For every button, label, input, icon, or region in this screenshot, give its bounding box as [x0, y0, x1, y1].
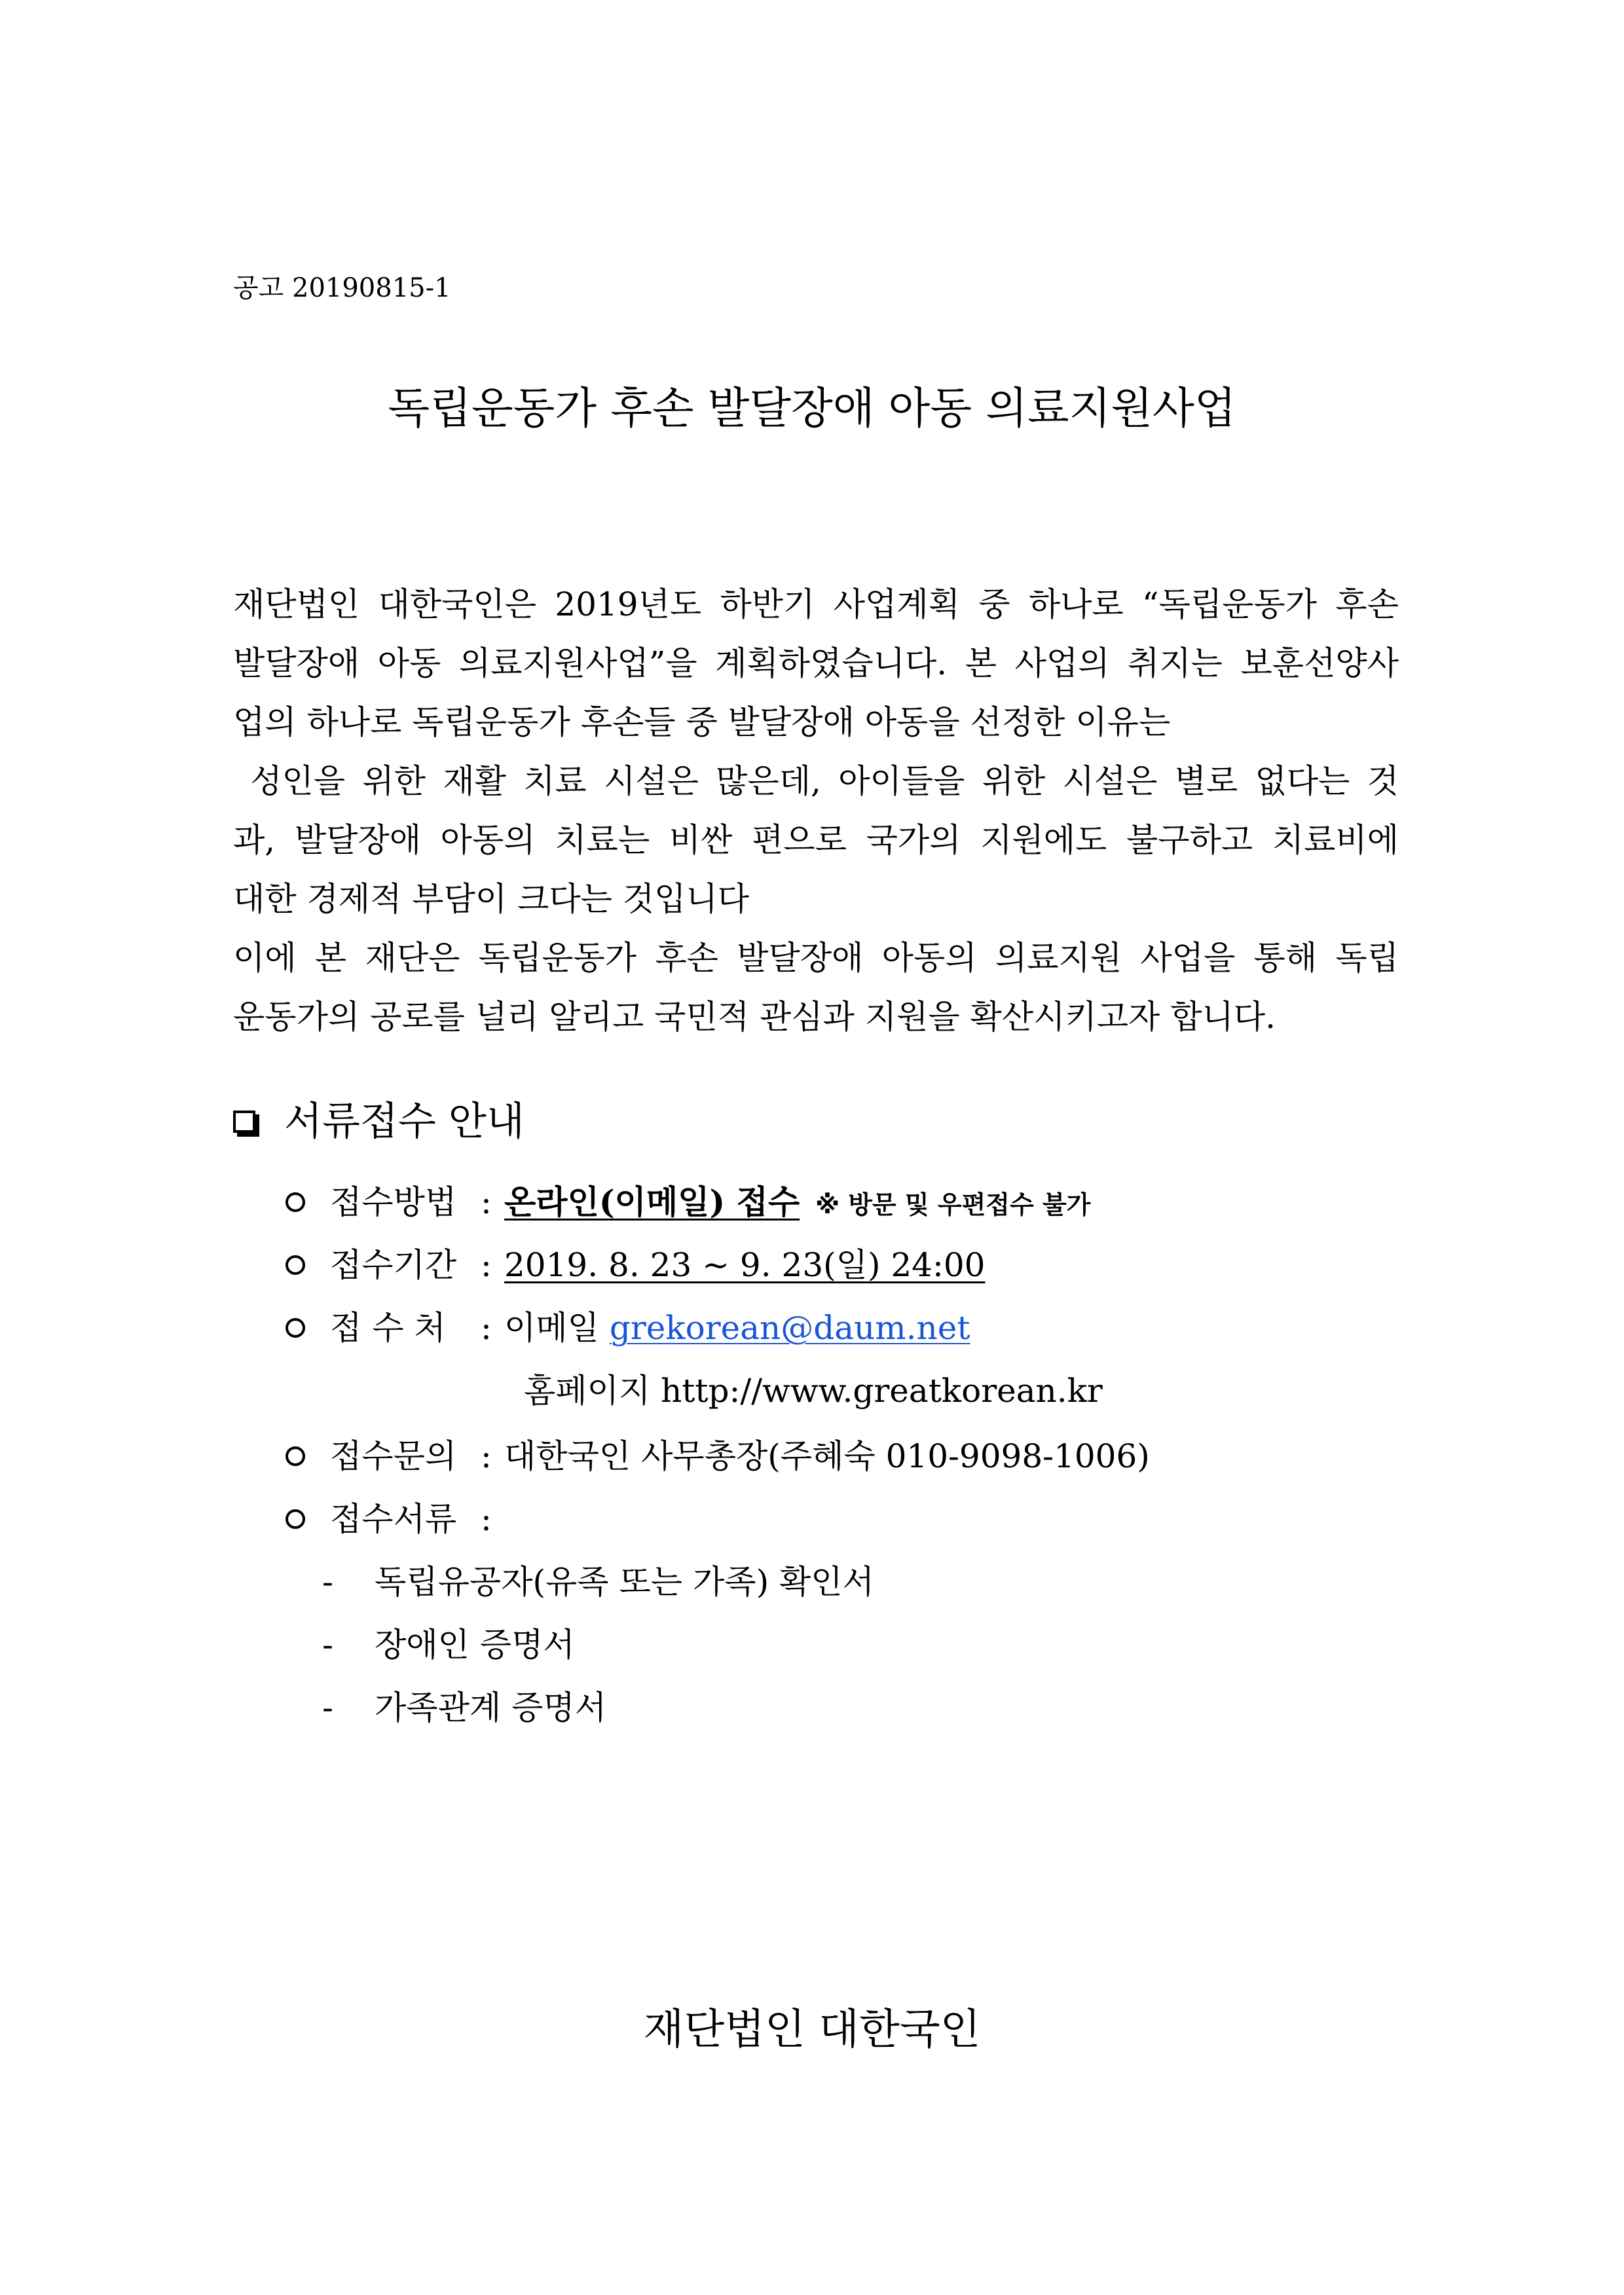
body-line: 과, 발달장애 아동의 치료는 비싼 편으로 국가의 지원에도 불구하고 치료비에: [233, 821, 1399, 859]
place-label: 접 수 처: [330, 1309, 446, 1347]
place-row: [286, 1296, 970, 1359]
method-row: [286, 1171, 1090, 1234]
dash-bullet: -: [322, 1563, 333, 1601]
colon: :: [481, 1500, 492, 1538]
hollow-circle-icon: [286, 1318, 305, 1338]
documents-row: [286, 1488, 504, 1551]
body-line: 운동가의 공로를 널리 알리고 국민적 관심과 지원을 확산시키고자 합니다.: [233, 998, 1276, 1036]
period-label: 접수기간: [330, 1246, 457, 1284]
period-value: 2019. 8. 23 ~ 9. 23(일) 24:00: [504, 1246, 986, 1284]
email-link[interactable]: grekorean@daum.net: [609, 1309, 970, 1347]
list-item: [322, 1613, 575, 1676]
body-line: 이에 본 재단은 독립운동가 후손 발달장애 아동의 의료지원 사업을 통해 독립: [233, 939, 1399, 977]
inquiry-row: [286, 1425, 1150, 1488]
period-row: [286, 1234, 985, 1296]
hollow-circle-icon: [286, 1192, 305, 1212]
hollow-circle-icon: [286, 1509, 305, 1529]
body-paragraph: [233, 575, 1399, 1046]
body-line: 재단법인 대한국인은 2019년도 하반기 사업계획 중 하나로 “독립운동가 후손: [233, 585, 1399, 623]
hollow-circle-icon: [286, 1255, 305, 1275]
section-heading: [233, 1092, 525, 1151]
document-title: 독립운동가 후손 발달장애 아동 의료지원사업: [388, 383, 1236, 433]
email-label: 이메일: [504, 1309, 599, 1347]
body-line: 성인을 위한 재활 치료 시설은 많은데, 아이들을 위한 시설은 별로 없다는 것: [233, 762, 1399, 800]
colon: :: [481, 1309, 492, 1347]
document-item: 장애인 증명서: [375, 1626, 575, 1664]
method-label: 접수방법: [330, 1183, 457, 1221]
homepage-label: 홈페이지: [524, 1372, 651, 1410]
method-note: ※ 방문 및 우편접수 불가: [815, 1190, 1091, 1219]
documents-label: 접수서류: [330, 1500, 457, 1538]
inquiry-label: 접수문의: [330, 1437, 457, 1475]
dash-bullet: -: [322, 1626, 333, 1664]
issuer-name: 재단법인 대한국인: [643, 2006, 981, 2054]
homepage-url: http://www.greatkorean.kr: [661, 1372, 1103, 1410]
document-item: 가족관계 증명서: [375, 1689, 606, 1727]
colon: :: [481, 1183, 492, 1221]
section-heading-text: 서류접수 안내: [284, 1099, 525, 1145]
list-item: [322, 1676, 606, 1739]
dash-bullet: -: [322, 1689, 333, 1727]
body-line: 대한 경제적 부담이 크다는 것입니다: [233, 880, 750, 918]
shadowed-square-icon: [233, 1111, 255, 1133]
colon: :: [481, 1437, 492, 1475]
method-value: 온라인(이메일) 접수: [504, 1183, 800, 1221]
inquiry-value: 대한국인 사무총장(주혜숙 010-9098-1006): [504, 1437, 1150, 1475]
homepage-row: [524, 1359, 1103, 1422]
colon: :: [481, 1246, 492, 1284]
body-line: 발달장애 아동 의료지원사업”을 계획하였습니다. 본 사업의 취지는 보훈선양사: [233, 644, 1399, 682]
document-item: 독립유공자(유족 또는 가족) 확인서: [375, 1563, 874, 1601]
body-line: 업의 하나로 독립운동가 후손들 중 발달장애 아동을 선정한 이유는: [233, 703, 1171, 741]
list-item: [322, 1551, 874, 1613]
hollow-circle-icon: [286, 1446, 305, 1466]
notice-number: 공고 20190815-1: [233, 273, 451, 303]
